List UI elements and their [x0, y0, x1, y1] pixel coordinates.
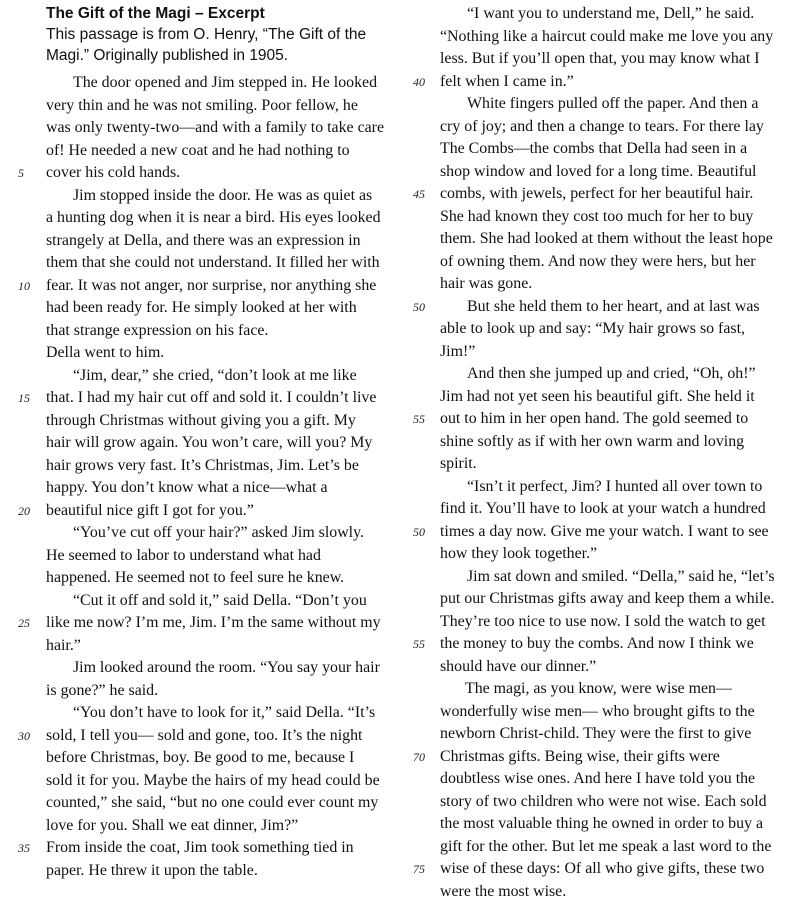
left-column	[46, 3, 402, 882]
text-line	[440, 296, 792, 319]
line-text: “Cut it off and sold it,” said Della. “Don’t you	[73, 592, 367, 609]
line-text: beautiful nice gift I got for you.”	[46, 502, 254, 519]
line-text: “You don’t have to look for it,” said Della. “It’s	[73, 704, 375, 721]
line-text: fear. It was not anger, nor surprise, nor anything she	[46, 277, 376, 294]
line-text: the most valuable thing he owned in order to buy a	[440, 815, 763, 832]
text-line	[46, 500, 402, 523]
text-line	[46, 477, 402, 500]
source-line: Magi.” Originally published in 1905.	[46, 45, 402, 66]
line-text: From inside the coat, Jim took something tied in	[46, 839, 354, 856]
line-text: strangely at Della, and there was an expression in	[46, 232, 361, 249]
line-text: had been ready for. He simply looked at her with	[46, 299, 357, 316]
line-text: a hunting dog when it is near a bird. His eyes looked	[46, 209, 381, 226]
line-text: less. But if you’ll open that, you may know what I	[440, 50, 760, 67]
text-line	[440, 161, 792, 184]
text-line	[46, 252, 402, 275]
text-line	[46, 702, 402, 725]
passage-title: The Gift of the Magi – Excerpt	[46, 3, 402, 24]
line-text: Jim sat down and smiled. “Della,” said he, “let’s	[467, 568, 775, 585]
text-line	[440, 3, 792, 26]
line-text: But she held them to her heart, and at last was	[467, 298, 760, 315]
line-text: very thin and he was not smiling. Poor fellow, he	[46, 97, 358, 114]
text-line	[46, 207, 402, 230]
text-line	[46, 680, 402, 703]
line-text: out to him in her open hand. The gold seemed to	[440, 410, 748, 427]
text-line	[440, 881, 792, 903]
line-text: the money to buy the combs. And now I think we	[440, 635, 754, 652]
text-line	[440, 48, 792, 71]
line-number: 55	[413, 633, 425, 656]
line-text: cry of joy; and then a change to tears. For there lay	[440, 118, 764, 135]
line-text: sold, I tell you— sold and gone, too. It’s the night	[46, 727, 362, 744]
text-line	[46, 297, 402, 320]
text-line	[440, 93, 792, 116]
line-text: She had known they cost too much for her to buy	[440, 208, 753, 225]
line-text: shine softly as if with her own warm and loving	[440, 433, 744, 450]
line-text: them that she could not understand. It filled her with	[46, 254, 380, 271]
text-line	[440, 183, 792, 206]
line-text: put our Christmas gifts away and keep them a while.	[440, 590, 775, 607]
text-line	[46, 432, 402, 455]
text-line	[440, 566, 792, 589]
line-text: happy. You don’t know what a nice—what a	[46, 479, 328, 496]
text-line	[440, 701, 792, 724]
text-line	[46, 545, 402, 568]
right-passage-text	[440, 3, 792, 903]
text-line	[440, 251, 792, 274]
text-line	[46, 72, 402, 95]
text-line	[46, 320, 402, 343]
text-line	[440, 656, 792, 679]
text-line	[440, 138, 792, 161]
text-line	[440, 521, 792, 544]
text-line	[46, 612, 402, 635]
line-number: 35	[18, 837, 30, 860]
left-passage-text	[46, 72, 402, 882]
line-text: hair grows very fast. It’s Christmas, Jim. Let’s be	[46, 457, 359, 474]
line-text: paper. He threw it upon the table.	[46, 862, 258, 879]
text-line	[46, 387, 402, 410]
line-text: of owning them. And now they were hers, but her	[440, 253, 756, 270]
line-text: hair was gone.	[440, 275, 532, 292]
text-line	[440, 611, 792, 634]
text-line	[46, 162, 402, 185]
line-text: They’re too nice to use now. I sold the watch to get	[440, 613, 766, 630]
text-line	[46, 117, 402, 140]
line-text: before Christmas, boy. Be good to me, because I	[46, 749, 354, 766]
line-text: happened. He seemed not to feel sure he knew.	[46, 569, 344, 586]
line-text: able to look up and say: “My hair grows so fast,	[440, 320, 745, 337]
line-number: 50	[413, 296, 425, 319]
line-number: 50	[413, 521, 425, 544]
text-line	[46, 455, 402, 478]
line-number: 45	[413, 183, 425, 206]
line-text: find it. You’ll have to look at your watch a hundred	[440, 500, 766, 517]
text-line	[440, 26, 792, 49]
text-line	[46, 275, 402, 298]
text-line	[46, 657, 402, 680]
text-line	[46, 185, 402, 208]
text-line	[46, 770, 402, 793]
line-text: like me now? I’m me, Jim. I’m the same without my	[46, 614, 381, 631]
text-line	[46, 860, 402, 883]
line-text: Jim had not yet seen his beautiful gift. She held it	[440, 388, 755, 405]
line-text: And then she jumped up and cried, “Oh, oh!”	[467, 365, 756, 382]
line-text: that strange expression on his face.	[46, 322, 268, 339]
line-text: were the most wise.	[440, 883, 566, 900]
line-text: through Christmas without giving you a gift. My	[46, 412, 356, 429]
line-text: shop window and loved for a long time. Beautiful	[440, 163, 756, 180]
text-line	[46, 522, 402, 545]
line-text: counted,” she said, “but no one could ever count my	[46, 794, 378, 811]
line-text: Christmas gifts. Being wise, their gifts were	[440, 748, 720, 765]
text-line	[440, 431, 792, 454]
text-line	[46, 837, 402, 860]
line-text: wise of these days: Of all who give gifts, these two	[440, 860, 764, 877]
text-line	[440, 318, 792, 341]
line-text: Jim!”	[440, 343, 475, 360]
right-column	[440, 3, 792, 903]
line-text: sold it for you. Maybe the hairs of my head could be	[46, 772, 380, 789]
text-line	[46, 747, 402, 770]
line-text: felt when I came in.”	[440, 73, 574, 90]
line-number: 5	[18, 162, 24, 185]
line-text: hair will grow again. You won’t care, will you? My	[46, 434, 372, 451]
line-number: 25	[18, 612, 30, 635]
line-number: 55	[413, 408, 425, 431]
line-text: how they look together.”	[440, 545, 597, 562]
text-line	[46, 792, 402, 815]
text-line	[440, 341, 792, 364]
line-text: “I want you to understand me, Dell,” he said.	[467, 5, 754, 22]
passage-header	[46, 3, 402, 66]
line-text: was only twenty-two—and with a family to take care	[46, 119, 384, 136]
text-line	[440, 71, 792, 94]
line-text: them. She had looked at them without the least hope	[440, 230, 773, 247]
text-line	[46, 410, 402, 433]
text-line	[46, 342, 402, 365]
text-line	[440, 723, 792, 746]
line-text: of! He needed a new coat and he had nothing to	[46, 142, 350, 159]
line-text: love for you. Shall we eat dinner, Jim?”	[46, 817, 298, 834]
text-line	[440, 408, 792, 431]
line-text: He seemed to labor to understand what had	[46, 547, 321, 564]
text-line	[440, 791, 792, 814]
text-line	[440, 543, 792, 566]
line-text: “You’ve cut off your hair?” asked Jim slowly.	[73, 524, 364, 541]
text-line	[46, 95, 402, 118]
source-line: This passage is from O. Henry, “The Gift of the	[46, 24, 402, 45]
line-text: wonderfully wise men— who brought gifts to the	[440, 703, 755, 720]
text-line	[46, 590, 402, 613]
line-text: spirit.	[440, 455, 477, 472]
text-line	[440, 858, 792, 881]
text-line	[46, 230, 402, 253]
line-text: Jim looked around the room. “You say your hair	[73, 659, 380, 676]
text-line	[46, 635, 402, 658]
line-text: times a day now. Give me your watch. I want to see	[440, 523, 769, 540]
text-line	[440, 678, 792, 701]
text-line	[440, 273, 792, 296]
line-text: gift for the other. But let me speak a last word to the	[440, 838, 771, 855]
line-text: doubtless wise ones. And here I have told you the	[440, 770, 755, 787]
line-text: newborn Christ-child. They were the first to give	[440, 725, 751, 742]
text-line	[440, 836, 792, 859]
text-line	[440, 498, 792, 521]
line-number: 20	[18, 500, 30, 523]
line-text: should have our dinner.”	[440, 658, 596, 675]
text-line	[440, 453, 792, 476]
line-text: is gone?” he said.	[46, 682, 158, 699]
text-line	[440, 476, 792, 499]
text-line	[440, 813, 792, 836]
line-text: White fingers pulled off the paper. And then a	[467, 95, 758, 112]
text-line	[440, 228, 792, 251]
text-line	[46, 365, 402, 388]
line-text: “Nothing like a haircut could make me love you any	[440, 28, 773, 45]
text-line	[440, 633, 792, 656]
text-line	[440, 386, 792, 409]
text-line	[440, 116, 792, 139]
line-text: that. I had my hair cut off and sold it. I couldn’t live	[46, 389, 376, 406]
line-text: combs, with jewels, perfect for her beautiful hair.	[440, 185, 753, 202]
text-line	[46, 567, 402, 590]
line-text: Jim stopped inside the door. He was as quiet as	[73, 187, 372, 204]
line-number: 30	[18, 725, 30, 748]
text-line	[440, 588, 792, 611]
text-line	[46, 815, 402, 838]
text-line	[46, 725, 402, 748]
line-text: The magi, as you know, were wise men—	[465, 680, 732, 697]
line-text: Della went to him.	[46, 344, 164, 361]
line-text: The door opened and Jim stepped in. He looked	[73, 74, 377, 91]
text-line	[440, 206, 792, 229]
line-number: 10	[18, 275, 30, 298]
text-line	[440, 768, 792, 791]
line-number: 70	[413, 746, 425, 769]
line-number: 15	[18, 387, 30, 410]
line-text: The Combs—the combs that Della had seen in a	[440, 140, 747, 157]
line-number: 40	[413, 71, 425, 94]
line-text: “Jim, dear,” she cried, “don’t look at me like	[73, 367, 357, 384]
line-number: 75	[413, 858, 425, 881]
text-line	[440, 746, 792, 769]
line-text: hair.”	[46, 637, 81, 654]
text-line	[46, 140, 402, 163]
line-text: “Isn’t it perfect, Jim? I hunted all over town to	[467, 478, 762, 495]
text-line	[440, 363, 792, 386]
line-text: cover his cold hands.	[46, 164, 180, 181]
line-text: story of two children who were not wise. Each sold	[440, 793, 767, 810]
